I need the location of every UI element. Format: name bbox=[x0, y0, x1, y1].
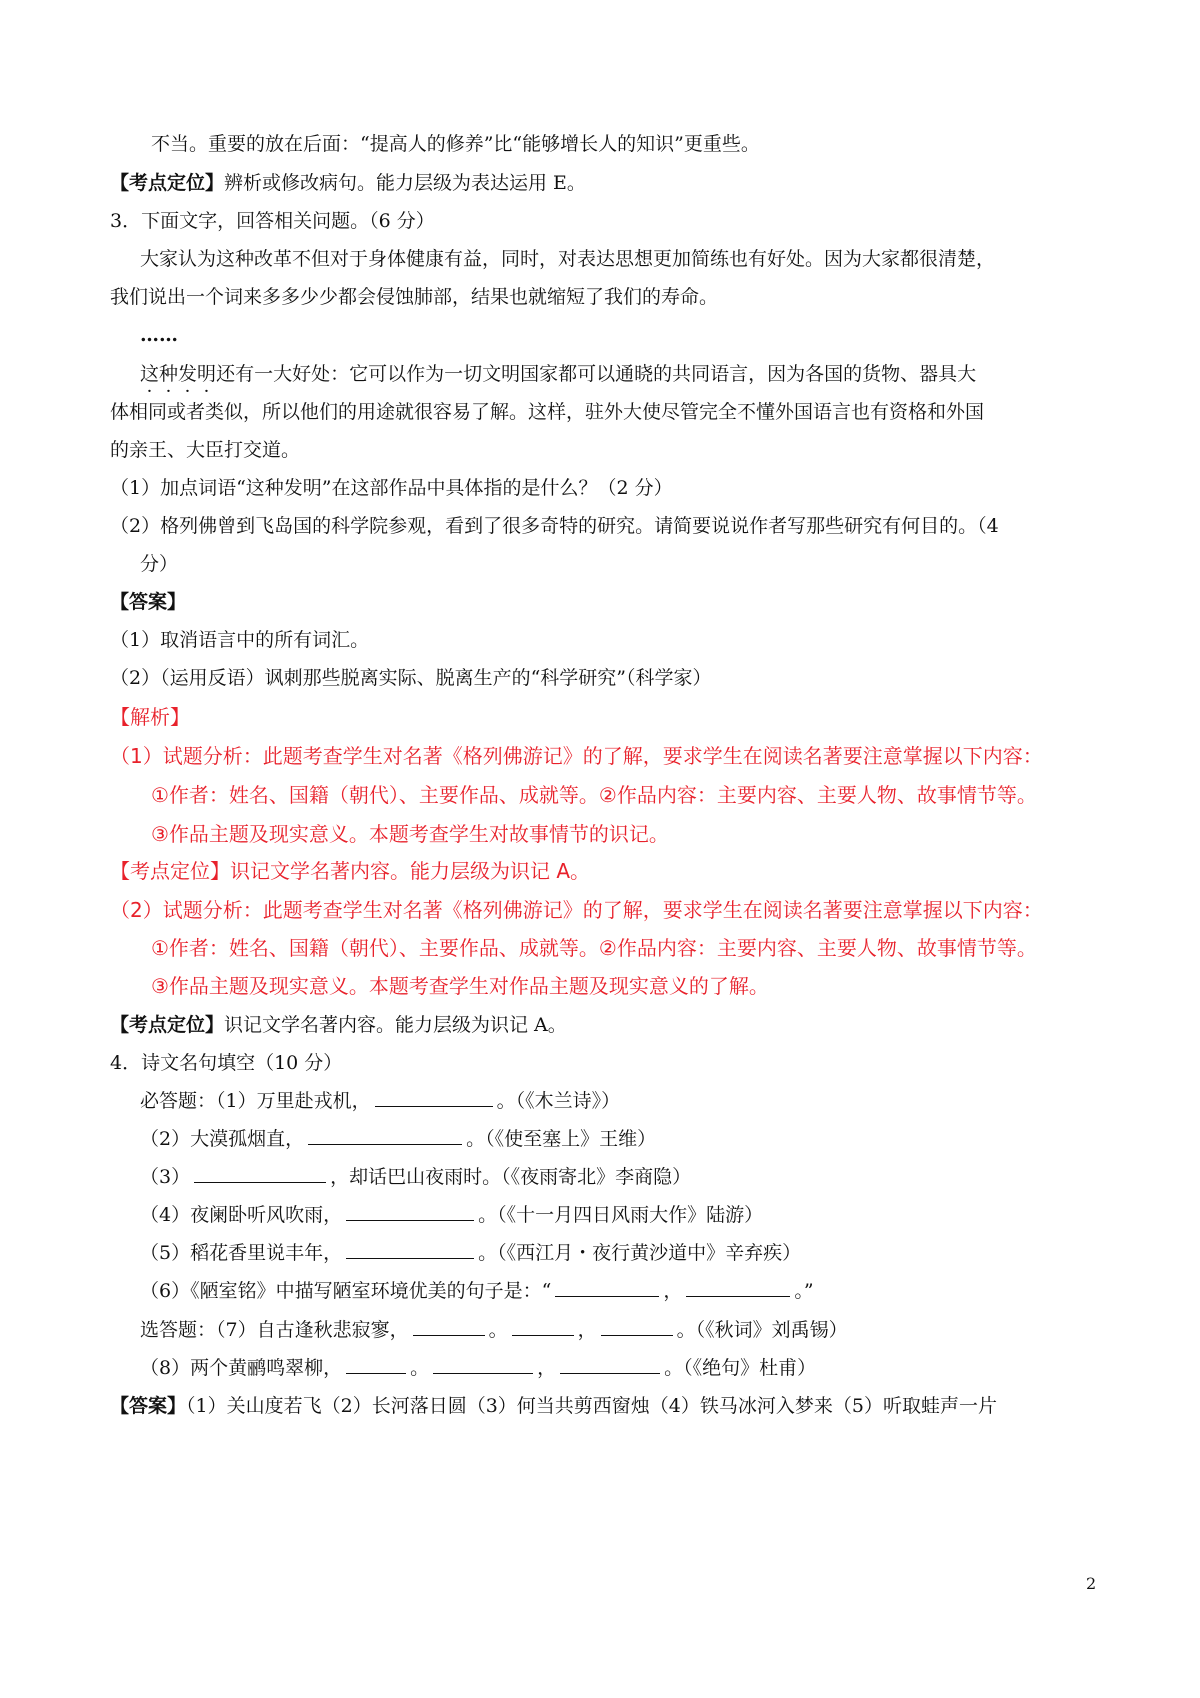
answer-text: （1）关山度若飞（2）长河落日圆（3）何当共剪西窗烛（4）铁马冰河入梦来（5）听取蛙声一片 bbox=[186, 1395, 997, 1417]
analysis-exam-point: 【考点定位】识记文学名著内容。能力层级为识记 A。 bbox=[110, 859, 591, 883]
answer-blank[interactable] bbox=[346, 1201, 474, 1221]
fill-blank-item bbox=[140, 1157, 1135, 1198]
fill-blank-text: 必答题：（1）万里赴戎机， bbox=[140, 1090, 371, 1112]
answer-blank[interactable] bbox=[346, 1239, 474, 1259]
analysis-line: ①作者：姓名、国籍（朝代）、主要作品、成就等。②作品内容：主要内容、主要人物、故事情节等。 bbox=[151, 783, 1037, 807]
analysis-line: （2）试题分析：此题考查学生对名著《格列佛游记》的了解，要求学生在阅读名著要注意掌握以下内容： bbox=[110, 898, 1043, 922]
fill-blank-text: （3） bbox=[140, 1166, 191, 1188]
passage-line: 体相同或者类似，所以他们的用途就很容易了解。这样，驻外大使尽管完全不懂外国语言也有资格和外国 bbox=[110, 401, 985, 423]
fill-blank-text: （2）大漠孤烟直， bbox=[140, 1128, 305, 1150]
passage-line: 大家认为这种改革不但对于身体健康有益，同时，对表达思想更加简练也有好处。因为大家都很清楚， bbox=[140, 248, 996, 270]
fill-blank-text: ， bbox=[537, 1357, 557, 1379]
fill-blank-text: 。（《绝句》杜甫） bbox=[664, 1357, 817, 1379]
fill-blank-text: 选答题：（7）自古逢秋悲寂寥， bbox=[140, 1319, 409, 1341]
answer-tag: 【答案】 bbox=[110, 1395, 187, 1417]
answer-line bbox=[110, 1386, 1105, 1427]
analysis-line: ③作品主题及现实意义。本题考查学生对作品主题及现实意义的了解。 bbox=[151, 974, 769, 998]
answer-blank[interactable] bbox=[555, 1277, 659, 1297]
fill-blank-text: ，却话巴山夜雨时。（《夜雨寄北》李商隐） bbox=[330, 1166, 692, 1188]
answer-blank[interactable] bbox=[686, 1277, 790, 1297]
answer-blank[interactable] bbox=[512, 1316, 574, 1336]
answer-line: （2）（运用反语）讽刺那些脱离实际、脱离生产的“科学研究”（科学家） bbox=[110, 667, 712, 689]
fill-blank-text: ， bbox=[577, 1319, 597, 1341]
dotted-char: 这 bbox=[140, 363, 160, 385]
fill-blank-item bbox=[140, 1233, 1135, 1274]
question-4-title: 4．诗文名句填空（10 分） bbox=[110, 1052, 343, 1074]
fill-blank-text: 。 bbox=[410, 1357, 430, 1379]
fill-blank-text: （5）稻花香里说丰年， bbox=[140, 1242, 343, 1264]
fill-blank-text: （8）两个黄鹂鸣翠柳， bbox=[140, 1357, 343, 1379]
answer-blank[interactable] bbox=[413, 1316, 485, 1336]
fill-blank-text: 。（《十一月四日风雨大作》陆游） bbox=[478, 1204, 764, 1226]
fill-blank-text: ， bbox=[663, 1280, 683, 1302]
answer-blank[interactable] bbox=[194, 1163, 326, 1183]
exam-point-tag: 【考点定位】 bbox=[110, 172, 225, 194]
answer-blank[interactable] bbox=[375, 1087, 493, 1107]
sub-question-2: （2）格列佛曾到飞岛国的科学院参观，看到了很多奇特的研究。请简要说说作者写那些研究有何目的。（4 bbox=[110, 515, 999, 537]
answer-blank[interactable] bbox=[433, 1354, 533, 1374]
fill-blank-item bbox=[140, 1119, 1135, 1160]
exam-point-line bbox=[110, 163, 1105, 204]
text-line: 不当。重要的放在后面：“提高人的修养”比“能够增长人的知识”更重些。 bbox=[151, 133, 760, 155]
fill-blank-item bbox=[140, 1271, 1135, 1312]
fill-blank-text: （4）夜阑卧听风吹雨， bbox=[140, 1204, 343, 1226]
question-3-title: 3．下面文字，回答相关问题。（6 分） bbox=[110, 210, 435, 232]
fill-blank-text: 。（《秋词》刘禹锡） bbox=[676, 1319, 848, 1341]
answer-blank[interactable] bbox=[601, 1316, 673, 1336]
passage-line: 的亲王、大臣打交道。 bbox=[110, 439, 301, 461]
fill-blank-text: 。（《使至塞上》王维） bbox=[466, 1128, 657, 1150]
passage-text: 还有一大好处：它可以作为一切文明国家都可以通晓的共同语言，因为各国的货物、器具大 bbox=[216, 363, 977, 385]
fill-blank-text: 。” bbox=[794, 1280, 814, 1302]
exam-point-tag: 【考点定位】 bbox=[110, 1014, 225, 1036]
analysis-line: （1）试题分析：此题考查学生对名著《格列佛游记》的了解，要求学生在阅读名著要注意掌握以下内容： bbox=[110, 744, 1043, 768]
fill-blank-item bbox=[140, 1348, 1135, 1389]
answer-blank[interactable] bbox=[560, 1354, 660, 1374]
fill-blank-text: （6）《陋室铭》中描写陋室环境优美的句子是：“ bbox=[140, 1280, 552, 1302]
exam-point-text: 辨析或修改病句。能力层级为表达运用 E。 bbox=[224, 172, 586, 194]
passage-line: 我们说出一个词来多多少少都会侵蚀肺部，结果也就缩短了我们的寿命。 bbox=[110, 286, 719, 308]
fill-blank-text: 。（《西江月・夜行黄沙道中》辛弃疾） bbox=[478, 1242, 802, 1264]
dotted-char: 明 bbox=[197, 363, 217, 385]
answer-heading: 【答案】 bbox=[110, 591, 187, 613]
analysis-line: ③作品主题及现实意义。本题考查学生对故事情节的识记。 bbox=[151, 822, 669, 846]
fill-blank-item bbox=[140, 1195, 1135, 1236]
passage-line-dotted bbox=[140, 354, 1135, 395]
analysis-heading: 【解析】 bbox=[110, 705, 190, 729]
fill-blank-text: 。（《木兰诗》） bbox=[496, 1090, 621, 1112]
fill-blank-text: 。 bbox=[488, 1319, 508, 1341]
fill-blank-item bbox=[140, 1081, 1135, 1122]
answer-blank[interactable] bbox=[346, 1354, 406, 1374]
fill-blank-item bbox=[140, 1310, 1135, 1351]
answer-blank[interactable] bbox=[308, 1125, 462, 1145]
dotted-char: 种 bbox=[159, 363, 179, 385]
exam-point-text: 识记文学名著内容。能力层级为识记 A。 bbox=[224, 1014, 567, 1036]
dotted-char: 发 bbox=[178, 363, 198, 385]
ellipsis-line: …… bbox=[140, 324, 178, 346]
analysis-line: ①作者：姓名、国籍（朝代）、主要作品、成就等。②作品内容：主要内容、主要人物、故事情节等。 bbox=[151, 936, 1037, 960]
answer-line: （1）取消语言中的所有词汇。 bbox=[110, 629, 370, 651]
sub-question-1: （1）加点词语“这种发明”在这部作品中具体指的是什么？（2 分） bbox=[110, 477, 673, 499]
page-number: 2 bbox=[1086, 1574, 1097, 1593]
exam-point-line bbox=[110, 1005, 1105, 1046]
sub-question-2-cont: 分） bbox=[140, 553, 179, 575]
